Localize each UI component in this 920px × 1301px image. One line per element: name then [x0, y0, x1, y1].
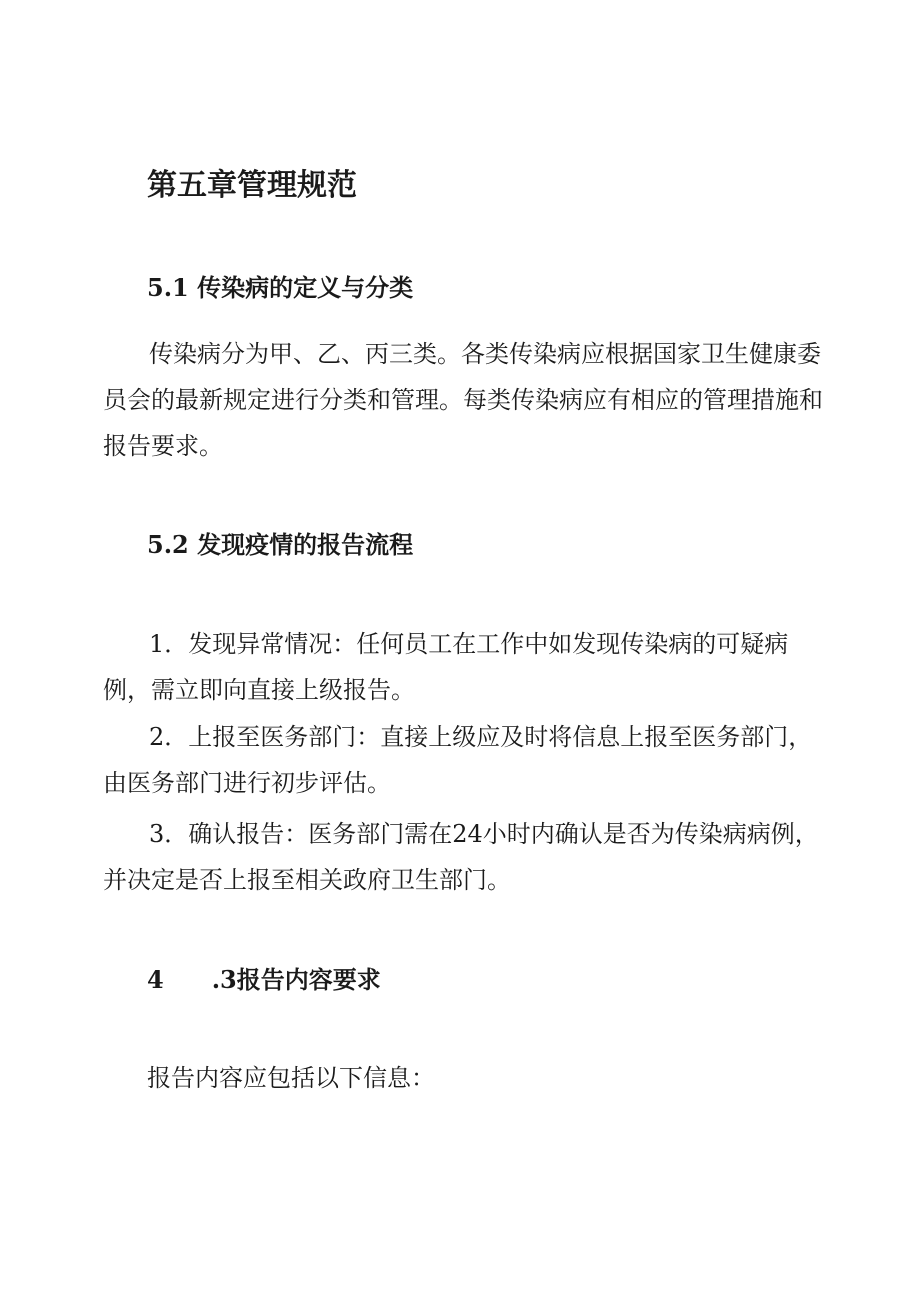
- section-heading-5-2: 5.2 发现疫情的报告流程: [147, 530, 414, 559]
- section-5-1-paragraph: 传染病分为甲、乙、丙三类。各类传染病应根据国家卫生健康委员会的最新规定进行分类和管理。每类传染病应有相应的管理措施和报告要求。: [103, 340, 823, 460]
- section-5-3-paragraph: 报告内容应包括以下信息：: [147, 1064, 435, 1092]
- section-heading-5-1: 5.1 传染病的定义与分类: [147, 273, 414, 302]
- chapter-title: 第五章管理规范: [147, 168, 357, 203]
- report-step-2: 2．上报至医务部门：直接上级应及时将信息上报至医务部门，由医务部门进行初步评估。: [103, 723, 813, 797]
- report-step-3: 3．确认报告：医务部门需在24小时内确认是否为传染病病例，并决定是否上报至相关政府卫生部门。: [103, 820, 819, 894]
- section-heading-5-3: 4 .3报告内容要求: [147, 965, 381, 994]
- report-step-1: 1．发现异常情况：任何员工在工作中如发现传染病的可疑病例，需立即向直接上级报告。: [103, 630, 789, 704]
